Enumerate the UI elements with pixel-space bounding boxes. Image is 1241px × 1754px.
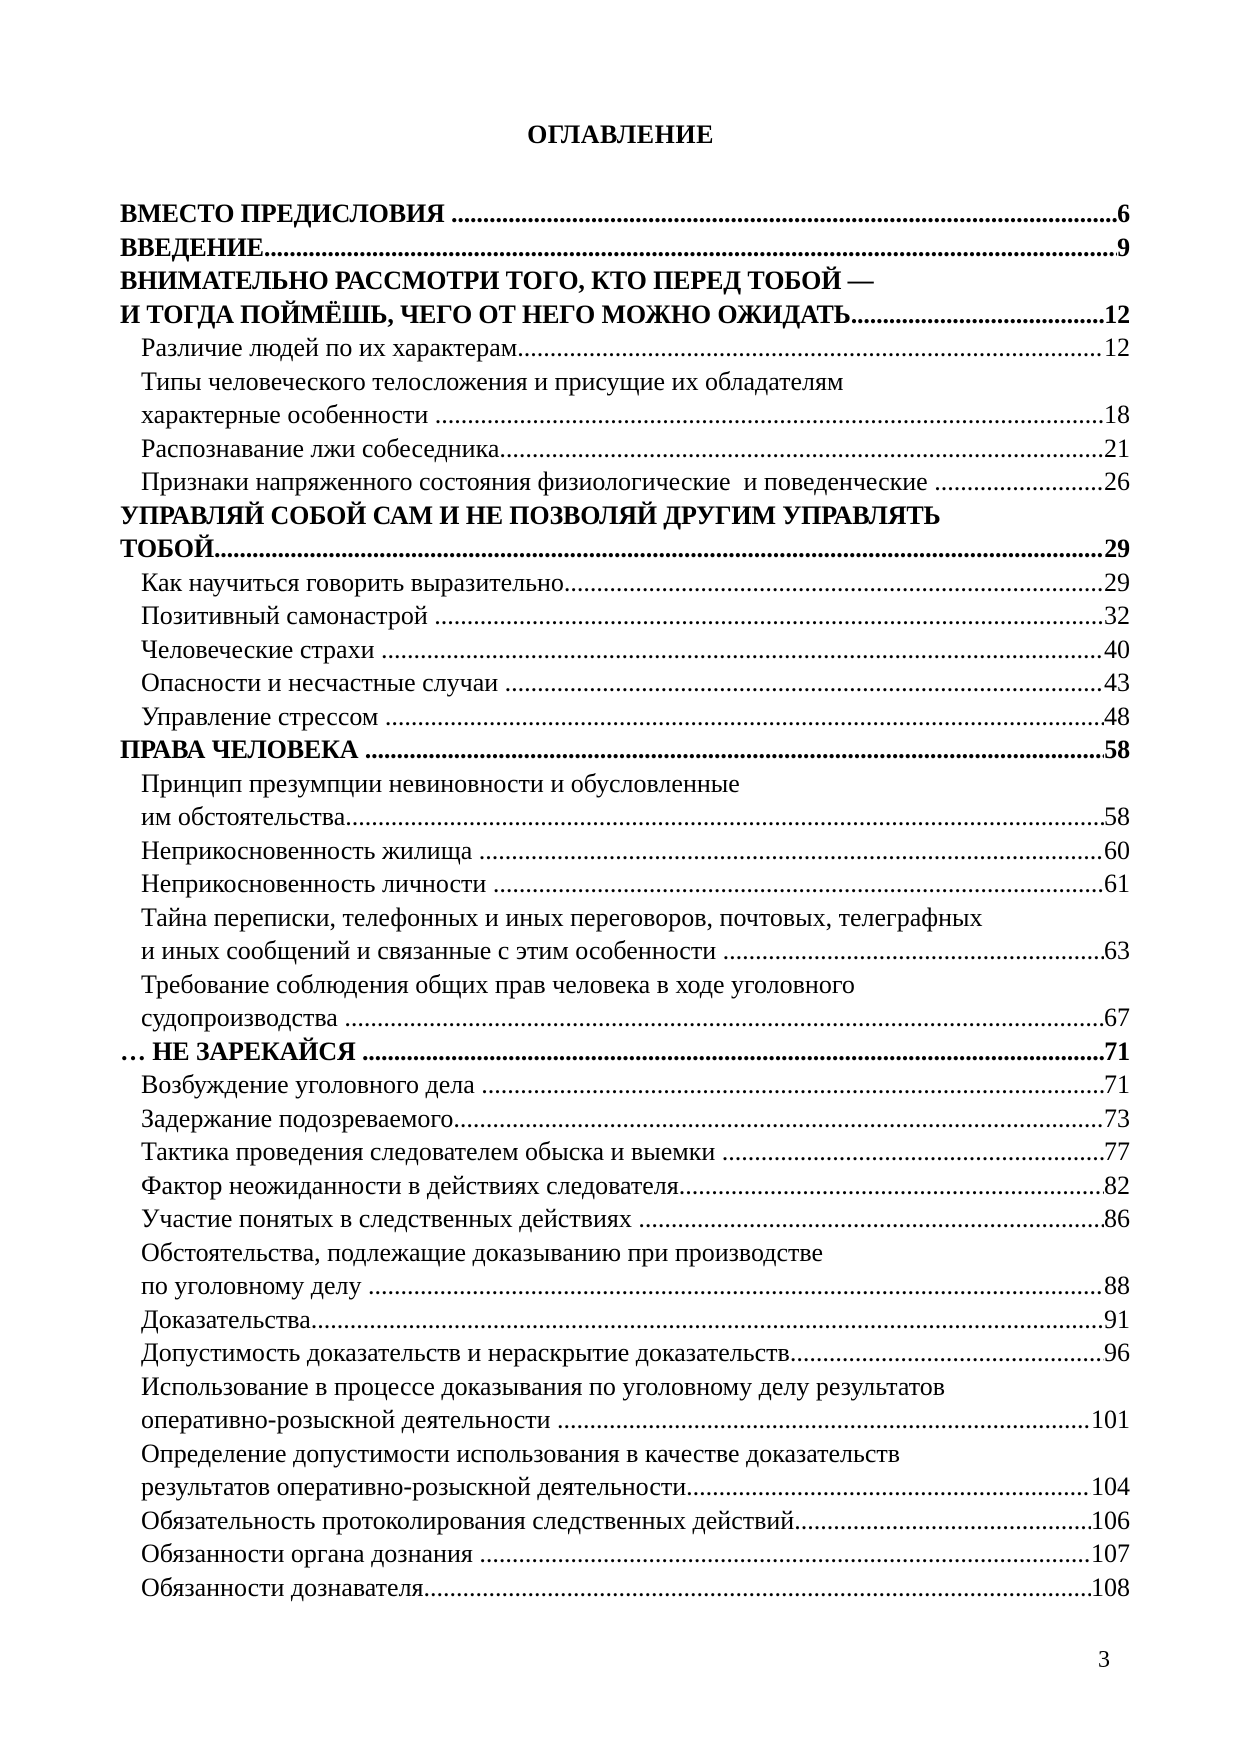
dot-leader <box>493 867 1104 901</box>
dot-leader <box>264 231 1117 265</box>
dot-leader <box>434 599 1104 633</box>
toc-section-entry[interactable] <box>120 1370 1130 1437</box>
toc-entry-title-line: Фактор неожиданности в действиях следователя <box>141 1170 679 1200</box>
dot-leader <box>686 1470 1091 1504</box>
toc-page-number: 21 <box>1104 433 1130 463</box>
toc-entry-title-line: Возбуждение уголовного дела <box>141 1070 482 1099</box>
toc-page-number: 26 <box>1104 467 1130 496</box>
toc-page-number: 58 <box>1104 802 1130 831</box>
toc-section-entry[interactable] <box>120 1537 1130 1571</box>
toc-section-entry[interactable] <box>120 566 1130 600</box>
toc-entry-title-line: по уголовному делу <box>141 1271 368 1300</box>
toc-page-number: 9 <box>1117 232 1130 262</box>
toc-page-number: 106 <box>1091 1505 1130 1535</box>
toc-page-number: 108 <box>1091 1572 1130 1602</box>
dot-leader <box>435 398 1104 432</box>
toc-page-number: 96 <box>1104 1338 1130 1367</box>
dot-leader <box>564 566 1104 600</box>
page-title: ОГЛАВЛЕНИЕ <box>527 120 714 149</box>
toc-entry-title-line: характерные особенности <box>141 400 435 429</box>
toc-entry-title-line: Задержание подозреваемого <box>141 1103 454 1133</box>
dot-leader <box>723 934 1104 968</box>
toc-page-number: 86 <box>1104 1204 1130 1233</box>
dot-leader <box>638 1202 1104 1236</box>
toc-section-entry[interactable] <box>120 633 1130 667</box>
toc-entry-title-line: … НЕ ЗАРЕКАЙСЯ <box>120 1036 362 1066</box>
toc-entry-title-line: Позитивный самонастрой <box>141 601 435 630</box>
toc-page-number: 12 <box>1104 333 1130 362</box>
toc-entry-title-line: и иных сообщений и связанные с этим особенности <box>141 936 723 965</box>
toc-section-entry[interactable] <box>120 1303 1130 1337</box>
toc-entry-title-line: Тайна переписки, телефонных и иных переговоров, почтовых, телеграфных <box>141 902 983 932</box>
dot-leader <box>362 1035 1104 1069</box>
toc-page-number: 61 <box>1104 869 1130 898</box>
toc-section-entry[interactable] <box>120 767 1130 834</box>
dot-leader <box>557 1403 1091 1437</box>
dot-leader <box>722 1135 1104 1169</box>
dot-leader <box>934 465 1104 499</box>
toc-section-entry[interactable] <box>120 834 1130 868</box>
toc-page-number: 32 <box>1104 601 1130 630</box>
dot-leader <box>505 666 1104 700</box>
toc-entry-title-line: ВМЕСТО ПРЕДИСЛОВИЯ <box>120 199 451 228</box>
toc-page-number: 6 <box>1117 199 1130 228</box>
toc-entry-title-line: Тактика проведения следователем обыска и выемки <box>141 1137 722 1166</box>
toc-page-number: 67 <box>1104 1003 1130 1032</box>
toc-entry-title-line: Как научиться говорить выразительно <box>141 567 564 597</box>
toc-section-entry[interactable] <box>120 867 1130 901</box>
toc-section-entry[interactable] <box>120 365 1130 432</box>
dot-leader <box>499 432 1104 466</box>
dot-leader <box>345 800 1104 834</box>
toc-entry-title-line: Участие понятых в следственных действиях <box>141 1204 639 1233</box>
toc-entry-title-line: УПРАВЛЯЙ СОБОЙ САМ И НЕ ПОЗВОЛЯЙ ДРУГИМ УПРАВЛЯТЬ <box>120 500 941 530</box>
toc-section-entry[interactable] <box>120 1571 1130 1605</box>
toc-page-number: 71 <box>1104 1070 1130 1099</box>
toc-page-number: 104 <box>1091 1472 1130 1501</box>
dot-leader <box>365 733 1105 767</box>
toc-section-entry[interactable] <box>120 465 1130 499</box>
toc-entry-title-line: Определение допустимости использования в качестве доказательств <box>141 1438 901 1468</box>
dot-leader <box>517 331 1104 365</box>
toc-entry-title-line: Типы человеческого телосложения и присущие их обладателям <box>141 366 844 396</box>
dot-leader <box>311 1303 1104 1337</box>
dot-leader <box>790 1336 1104 1370</box>
toc-page-number: 73 <box>1104 1103 1130 1133</box>
toc-entry-title-line: Обязательность протоколирования следственных действий <box>141 1505 795 1535</box>
toc-section-entry[interactable] <box>120 1169 1130 1203</box>
toc-chapter-entry[interactable] <box>120 1035 1130 1069</box>
toc-chapter-entry[interactable] <box>120 231 1130 265</box>
toc-section-entry[interactable] <box>120 968 1130 1035</box>
toc-entry-title-line: Обязанности дознавателя <box>141 1572 424 1602</box>
toc-page-number: 43 <box>1104 668 1130 697</box>
toc-entry-title-line: Обязанности органа дознания <box>141 1539 480 1568</box>
toc-entry-title-line: Принцип презумпции невиновности и обусловленные <box>141 768 740 798</box>
dot-leader <box>451 197 1117 231</box>
toc-page-number: 29 <box>1104 534 1130 563</box>
toc-entry-title-line: оперативно-розыскной деятельности <box>141 1405 558 1434</box>
toc-page-number: 29 <box>1104 567 1130 597</box>
toc-entry-title-line: Использование в процессе доказывания по уголовному делу результатов <box>141 1371 945 1401</box>
dot-leader <box>453 1102 1104 1136</box>
toc-page-number: 58 <box>1104 735 1130 764</box>
dot-leader <box>481 1068 1104 1102</box>
dot-leader <box>851 298 1105 332</box>
toc-entry-title-line: Признаки напряженного состояния физиологические и поведенческие <box>141 467 935 496</box>
toc-entry-title-line: Человеческие страхи <box>141 634 381 664</box>
toc-section-entry[interactable] <box>120 331 1130 365</box>
toc-entry-title-line: Распознавание лжи собеседника <box>141 433 500 463</box>
toc-page-number: 82 <box>1104 1170 1130 1200</box>
toc-page-number: 101 <box>1091 1405 1130 1434</box>
toc-page-number: 91 <box>1104 1304 1130 1334</box>
toc-entry-title-line: ТОБОЙ <box>120 534 214 563</box>
toc-entry-title-line: результатов оперативно-розыскной деятельности <box>141 1472 687 1501</box>
dot-leader <box>679 1169 1104 1203</box>
toc-entry-title-line: судопроизводства <box>141 1003 345 1032</box>
toc-section-entry[interactable] <box>120 1102 1130 1136</box>
dot-leader <box>479 834 1104 868</box>
toc-section-entry[interactable] <box>120 1068 1130 1102</box>
toc-entry-title-line: Обстоятельства, подлежащие доказыванию при производстве <box>141 1237 824 1267</box>
toc-entry-title-line: ВНИМАТЕЛЬНО РАССМОТРИ ТОГО, КТО ПЕРЕД ТОБОЙ — <box>120 266 874 295</box>
toc-chapter-entry[interactable] <box>120 264 1130 331</box>
toc-entry-title-line: Допустимость доказательств и нераскрытие доказательств <box>141 1338 790 1367</box>
toc-section-entry[interactable] <box>120 666 1130 700</box>
toc-entry-title-line: Доказательства <box>141 1304 311 1334</box>
dot-leader <box>385 700 1104 734</box>
page-number: 3 <box>1098 1647 1110 1673</box>
dot-leader <box>214 532 1104 566</box>
toc-entry-title-line: Неприкосновенность жилища <box>141 835 479 865</box>
toc-chapter-entry[interactable] <box>120 733 1130 767</box>
toc-entry-title-line: Требование соблюдения общих прав человека в ходе уголовного <box>141 969 855 999</box>
toc-section-entry[interactable] <box>120 599 1130 633</box>
toc-entry-title-line: им обстоятельства <box>141 802 346 831</box>
toc-entry-title-line: Опасности и несчастные случаи <box>141 668 505 697</box>
dot-leader <box>344 1001 1104 1035</box>
dot-leader <box>794 1504 1091 1538</box>
toc-page-number: 71 <box>1104 1036 1130 1066</box>
toc-page-number: 12 <box>1104 299 1130 329</box>
dot-leader <box>381 633 1104 667</box>
dot-leader <box>424 1571 1091 1605</box>
toc-chapter-entry[interactable] <box>120 499 1130 566</box>
toc-entry-title-line: Неприкосновенность личности <box>141 869 493 898</box>
toc-section-entry[interactable] <box>120 1202 1130 1236</box>
toc-page-number: 77 <box>1104 1137 1130 1166</box>
toc-page-number: 88 <box>1104 1271 1130 1300</box>
toc-entry-title-line: Различие людей по их характерам <box>141 333 518 362</box>
toc-section-entry[interactable] <box>120 1236 1130 1303</box>
toc-chapter-entry[interactable] <box>120 197 1130 231</box>
toc-entry-title-line: И ТОГДА ПОЙМЁШЬ, ЧЕГО ОТ НЕГО МОЖНО ОЖИДАТЬ <box>120 299 851 329</box>
toc-page-number: 63 <box>1104 936 1130 965</box>
toc-entry-title-line: Управление стрессом <box>141 701 385 731</box>
toc-section-entry[interactable] <box>120 432 1130 466</box>
dot-leader <box>368 1269 1104 1303</box>
toc-page-number: 18 <box>1104 400 1130 429</box>
dot-leader <box>479 1537 1091 1571</box>
toc-section-entry[interactable] <box>120 901 1130 968</box>
toc-entry-title-line: ВВЕДЕНИЕ <box>120 232 264 262</box>
toc-section-entry[interactable] <box>120 1504 1130 1538</box>
toc-page-number: 40 <box>1104 634 1130 664</box>
toc-page-number: 107 <box>1091 1539 1130 1568</box>
toc-section-entry[interactable] <box>120 1336 1130 1370</box>
toc-section-entry[interactable] <box>120 700 1130 734</box>
toc-section-entry[interactable] <box>120 1135 1130 1169</box>
toc-section-entry[interactable] <box>120 1437 1130 1504</box>
toc-entry-title-line: ПРАВА ЧЕЛОВЕКА <box>120 735 365 764</box>
toc-page-number: 48 <box>1104 701 1130 731</box>
toc-page-number: 60 <box>1104 835 1130 865</box>
table-of-contents <box>120 197 1130 1604</box>
